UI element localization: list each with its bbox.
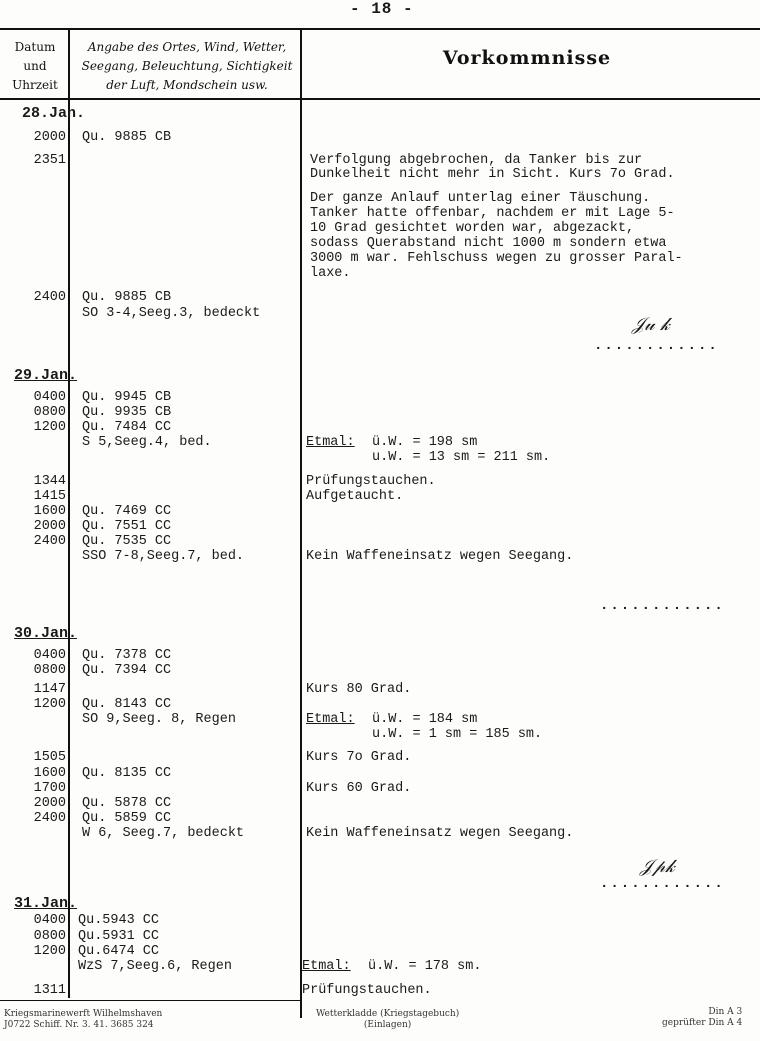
position: Qu.5931 CC	[78, 929, 160, 944]
position: Qu.5943 CC	[78, 913, 160, 928]
initials-signature: 𝒥𝓊 𝓀	[632, 314, 670, 335]
position: Qu. 7551 CC	[82, 519, 172, 534]
time: 1200	[33, 944, 66, 959]
etmal-line: u.W. = 13 sm = 211 sm.	[372, 450, 551, 465]
time: 1200	[33, 697, 66, 712]
position: Qu. 9885 CB	[82, 130, 172, 145]
event-text: Kein Waffeneinsatz wegen Seegang.	[306, 549, 574, 564]
section-dots: ............	[594, 338, 719, 354]
etmal-label: Etmal:	[302, 959, 351, 974]
date-29-jan: 29.Jan.	[14, 367, 78, 384]
etmal-line: ü.W. = 184 sm	[372, 712, 478, 727]
etmal-line: ü.W. = 198 sm	[372, 435, 478, 450]
time: 2000	[33, 519, 66, 534]
event-text: Aufgetaucht.	[306, 489, 404, 504]
event-text: Kurs 80 Grad.	[306, 682, 412, 697]
time: 1505	[33, 750, 66, 765]
event-text: laxe.	[310, 266, 351, 281]
date-31-jan: 31.Jan.	[14, 895, 78, 912]
event-text: sodass Querabstand nicht 1000 m sondern etwa	[310, 236, 667, 251]
footer-left: Kriegsmarinewerft Wilhelmshaven J0722 Schiff. Nr. 3. 41. 3685 324	[4, 1009, 163, 1030]
time: 0400	[33, 648, 66, 663]
position: Qu. 7378 CC	[82, 648, 172, 663]
time: 1600	[33, 766, 66, 781]
initials-signature: 𝒥𝓅𝓀	[640, 856, 675, 877]
time: 1200	[33, 420, 66, 435]
weather: W 6, Seeg.7, bedeckt	[82, 826, 245, 841]
event-text: Dunkelheit nicht mehr in Sicht. Kurs 7o Grad.	[310, 167, 675, 182]
position: Qu. 7394 CC	[82, 663, 172, 678]
event-text: 3000 m war. Fehlschuss wegen zu grosser Paral-	[310, 251, 683, 266]
event-text: Kurs 60 Grad.	[306, 781, 412, 796]
time: 2400	[33, 534, 66, 549]
section-dots: ............	[600, 598, 725, 614]
weather: SSO 7-8,Seeg.7, bed.	[82, 549, 245, 564]
position: Qu. 7535 CC	[82, 534, 172, 549]
date-30-jan: 30.Jan.	[14, 625, 78, 642]
time: 1311	[33, 983, 66, 998]
position: Qu. 5878 CC	[82, 796, 172, 811]
page-number: - 18 -	[350, 0, 414, 18]
section-dots: ............	[600, 876, 725, 892]
position: Qu. 7484 CC	[82, 420, 172, 435]
weather: WzS 7,Seeg.6, Regen	[78, 959, 232, 974]
time: 2400	[33, 811, 66, 826]
time: 1700	[33, 781, 66, 796]
etmal-label: Etmal:	[306, 435, 355, 450]
header-datum: Datum und Uhrzeit	[12, 40, 58, 92]
position: Qu. 7469 CC	[82, 504, 172, 519]
time: 2351	[33, 153, 66, 168]
header-vorkommnisse: Vorkommnisse	[442, 47, 612, 69]
time: 0400	[33, 913, 66, 928]
time: 0800	[33, 929, 66, 944]
column-divider-2	[300, 28, 302, 1018]
position: Qu. 9935 CB	[82, 405, 172, 420]
time: 1344	[33, 474, 66, 489]
event-text: 10 Grad gesichtet worden war, abgezackt,	[310, 221, 635, 236]
event-text: Der ganze Anlauf unterlag einer Täuschung.	[310, 191, 651, 206]
footer-right: Din A 3 geprüfter Din A 4	[662, 1007, 743, 1028]
time: 2000	[33, 130, 66, 145]
event-text: Kurs 7o Grad.	[306, 750, 412, 765]
date-28-jan: 28.Jan.	[22, 105, 86, 122]
etmal-line: u.W. = 1 sm = 185 sm.	[372, 727, 543, 742]
header-angabe: Angabe des Ortes, Wind, Wetter, Seegang, Beleuchtung, Sichtigkeit der Luft, Mondschein usw.	[81, 40, 293, 92]
weather: S 5,Seeg.4, bed.	[82, 435, 212, 450]
weather: SO 3-4,Seeg.3, bedeckt	[82, 306, 261, 321]
position: Qu.6474 CC	[78, 944, 160, 959]
event-text: Kein Waffeneinsatz wegen Seegang.	[306, 826, 574, 841]
etmal-line: ü.W. = 178 sm.	[368, 959, 482, 974]
header-bottom-rule	[0, 98, 760, 100]
weather: SO 9,Seeg. 8, Regen	[82, 712, 236, 727]
event-text: Tanker hatte offenbar, nachdem er mit Lage 5-	[310, 206, 675, 221]
time: 0800	[33, 663, 66, 678]
position: Qu. 5859 CC	[82, 811, 172, 826]
event-text: Prüfungstauchen.	[306, 474, 436, 489]
etmal-label: Etmal:	[306, 712, 355, 727]
time: 1415	[33, 489, 66, 504]
column-divider-1	[68, 28, 70, 998]
time: 1147	[33, 682, 66, 697]
position: Qu. 8143 CC	[82, 697, 172, 712]
time: 1600	[33, 504, 66, 519]
header-top-rule	[0, 28, 760, 30]
footer-rule	[0, 1000, 300, 1001]
time: 0400	[33, 390, 66, 405]
time: 0800	[33, 405, 66, 420]
event-text: Verfolgung abgebrochen, da Tanker bis zur	[310, 153, 643, 168]
footer-center: Wetterkladde (Kriegstagebuch) (Einlagen)	[316, 1009, 460, 1030]
position: Qu. 9885 CB	[82, 290, 172, 305]
position: Qu. 9945 CB	[82, 390, 172, 405]
event-text: Prüfungstauchen.	[302, 983, 432, 998]
time: 2400	[33, 290, 66, 305]
time: 2000	[33, 796, 66, 811]
position: Qu. 8135 CC	[82, 766, 172, 781]
